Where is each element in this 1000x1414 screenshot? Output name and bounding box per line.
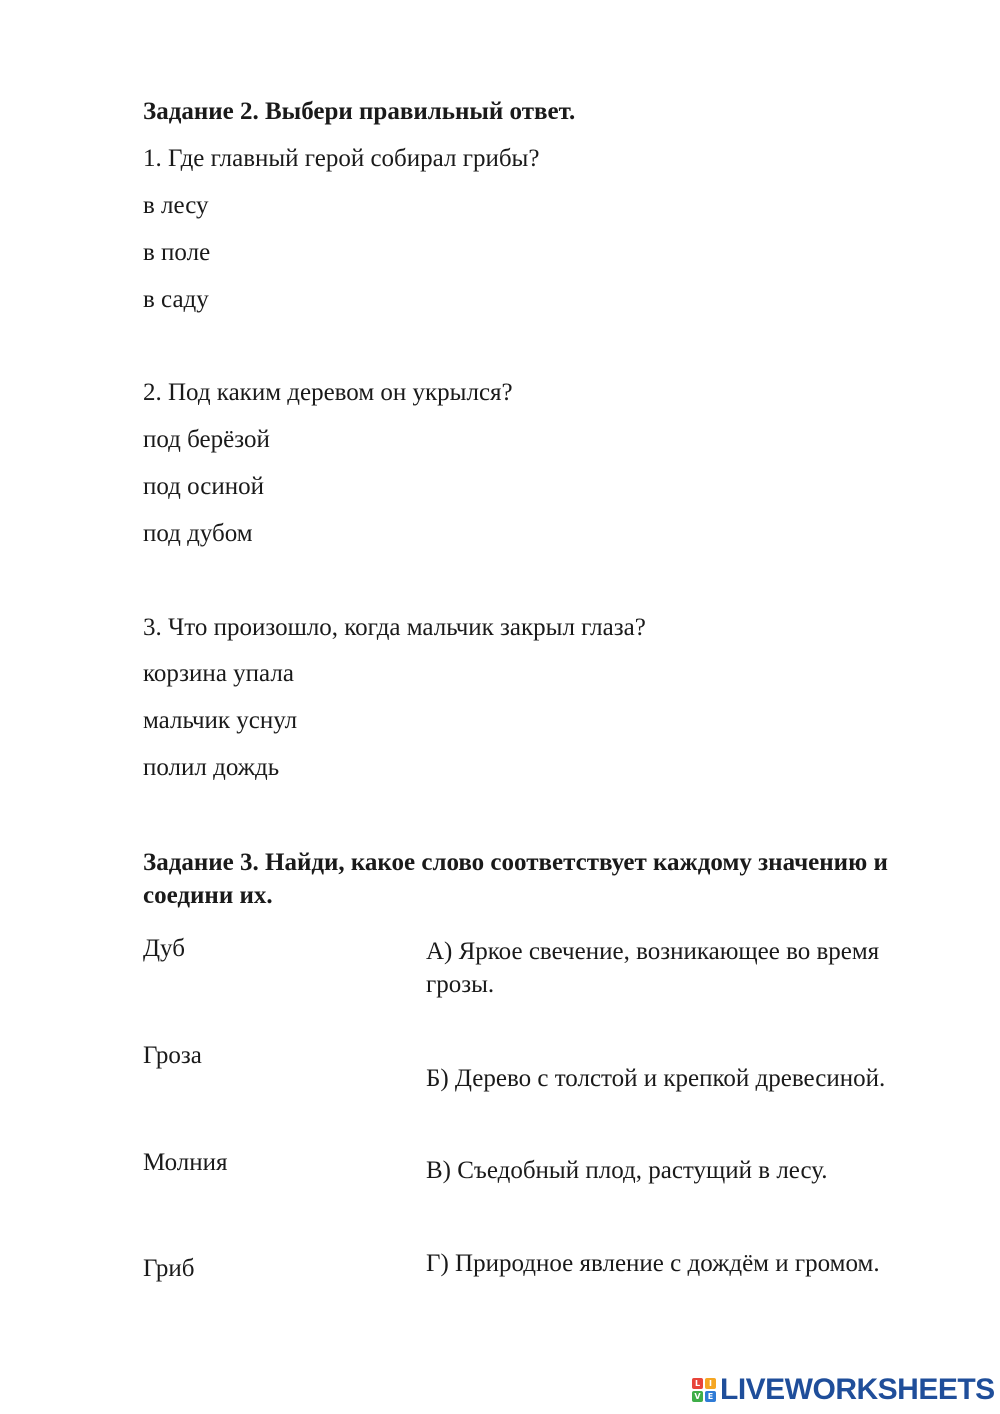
logo-block-v: V xyxy=(692,1391,703,1402)
q3-option-2[interactable]: мальчик уснул xyxy=(143,707,298,734)
q3-option-3[interactable]: полил дождь xyxy=(143,754,280,781)
question-1: 1. Где главный герой собирал грибы? xyxy=(143,145,540,172)
meaning-b[interactable]: Б) Дерево с толстой и крепкой древесиной. xyxy=(426,1065,886,1092)
q2-option-3[interactable]: под дубом xyxy=(143,520,253,547)
question-2: 2. Под каким деревом он укрылся? xyxy=(143,379,513,406)
word-lightning[interactable]: Молния xyxy=(143,1149,228,1176)
word-thunderstorm[interactable]: Гроза xyxy=(143,1042,202,1069)
task3-title: Задание 3. Найди, какое слово соответствует каждому значению и соедини их. xyxy=(143,849,888,909)
logo-block-e: E xyxy=(705,1391,716,1402)
logo-blocks-icon xyxy=(692,1378,716,1402)
q1-option-2[interactable]: в поле xyxy=(143,239,211,266)
q1-option-1[interactable]: в лесу xyxy=(143,192,209,219)
meaning-a[interactable]: А) Яркое свечение, возникающее во время грозы. xyxy=(426,938,880,998)
meaning-c[interactable]: В) Съедобный плод, растущий в лесу. xyxy=(426,1157,828,1184)
q2-option-1[interactable]: под берёзой xyxy=(143,426,270,453)
task2-title: Задание 2. Выбери правильный ответ. xyxy=(143,98,576,125)
word-mushroom[interactable]: Гриб xyxy=(143,1255,195,1282)
word-oak[interactable]: Дуб xyxy=(143,935,185,962)
meaning-d[interactable]: Г) Природное явление с дождём и громом. xyxy=(426,1250,880,1277)
q2-option-2[interactable]: под осиной xyxy=(143,473,264,500)
question-3: 3. Что произошло, когда мальчик закрыл глаза? xyxy=(143,614,646,641)
logo-block-l: L xyxy=(692,1378,703,1389)
q3-option-1[interactable]: корзина упала xyxy=(143,660,294,687)
logo-block-i: I xyxy=(705,1378,716,1389)
liveworksheets-logo xyxy=(692,1372,995,1408)
logo-text: LIVEWORKSHEETS xyxy=(720,1373,995,1406)
q1-option-3[interactable]: в саду xyxy=(143,286,209,313)
